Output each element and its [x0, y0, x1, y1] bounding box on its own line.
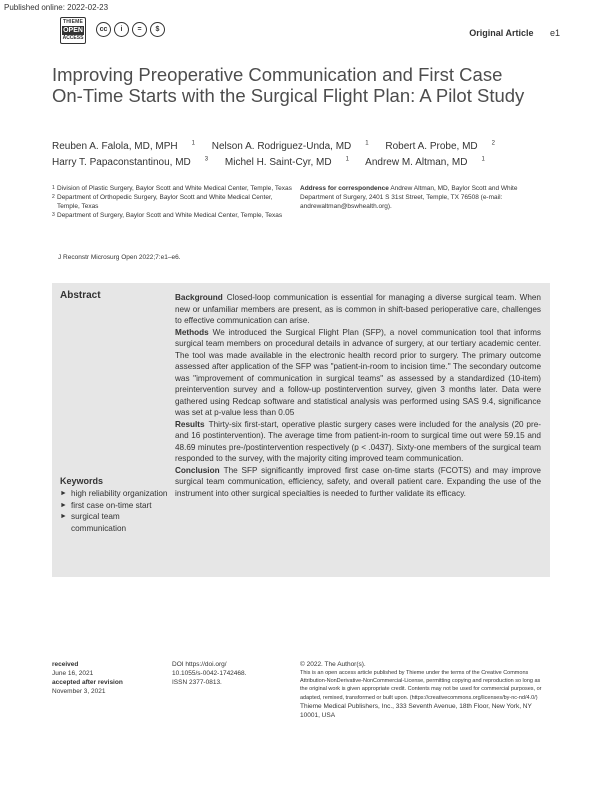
abstract-background-section [175, 292, 541, 327]
affiliation-text: Department of Orthopedic Surgery, Baylor Scott and White Medical Center, Temple, Texas [57, 194, 273, 210]
author [365, 157, 485, 168]
non-commercial-icon: $ [150, 22, 165, 37]
affiliation-item [52, 193, 292, 211]
correspondence-address [300, 184, 545, 211]
correspondence-label: Address for correspondence [300, 185, 389, 192]
journal-citation: J Reconstr Microsurg Open 2022;7:e1–e6. [58, 254, 181, 261]
affiliations [52, 184, 292, 220]
license-info [300, 660, 545, 720]
abstract-conclusion-section [175, 465, 541, 500]
affiliation-item [52, 211, 292, 220]
author-name: Andrew M. Altman, MD [365, 157, 468, 169]
affiliation-sup: 1 [52, 185, 55, 191]
issn: ISSN 2377-0813. [172, 679, 222, 686]
doi-number: 10.1055/s-0042-1742468. [172, 670, 247, 677]
author-affiliation-sup: 1 [365, 141, 369, 147]
author-name: Harry T. Papaconstantinou, MD [52, 157, 191, 169]
section-text: Closed-loop communication is essential for managing a diverse surgical team. When new or unfamiliar members are present, as is common in shift-based perioperative care, challenges to effective communication can arise. [175, 293, 541, 325]
section-label: Original Article [469, 28, 534, 38]
article-identifiers [172, 660, 292, 687]
section-head: Background [175, 293, 223, 302]
attribution-icon: i [114, 22, 129, 37]
keyword-text: surgical team communication [71, 512, 127, 533]
keyword-text: high reliability organization [71, 489, 168, 498]
arrow-right-icon: ► [60, 490, 67, 497]
keyword-item [60, 500, 170, 512]
author [52, 157, 208, 168]
author-name: Reuben A. Falola, MD, MPH [52, 141, 178, 153]
author [212, 141, 369, 152]
author-line-1 [52, 141, 509, 152]
abstract-results-section [175, 419, 541, 465]
affiliation-text: Department of Surgery, Baylor Scott and White Medical Center, Temple, Texas [57, 212, 283, 219]
section-head: Conclusion [175, 465, 220, 475]
logo-open-text: OPEN [63, 27, 83, 34]
arrow-right-icon: ► [60, 513, 67, 520]
author-affiliation-sup: 2 [491, 141, 495, 147]
keyword-item [60, 488, 170, 500]
publisher-address: Thieme Medical Publishers, Inc., 333 Seventh Avenue, 18th Floor, New York, NY 10001, USA [300, 702, 532, 719]
keyword-item [60, 511, 170, 534]
doi-line: DOI https://doi.org/ [172, 661, 227, 668]
section-text: The SFP significantly improved first case on-time starts (FCOTS) and may improve surgical team communication, efficiency, safety, and overall patient care. Expanding the use of the instrument into other surgical specialties is needed to further validate its efficacy. [175, 465, 541, 498]
keyword-text: first case on-time start [71, 500, 152, 510]
article-dates [52, 660, 162, 696]
author-affiliation-sup: 1 [345, 157, 349, 163]
page-number: e1 [549, 28, 560, 38]
received-label: received [52, 661, 79, 668]
author-affiliation-sup: 1 [191, 141, 195, 147]
published-online-date: Published online: 2022-02-23 [4, 3, 109, 12]
author-name: Robert A. Probe, MD [385, 141, 478, 153]
author-name: Nelson A. Rodriguez-Unda, MD [211, 141, 352, 153]
keywords-title: Keywords [60, 476, 104, 486]
running-header [469, 28, 560, 38]
license-text: This is an open access article published by Thieme under the terms of the Creative Commons Attribution-NonDerivative-NonCommercial-License, permitting copying and reproduction so long as the original work is given appropriate credit. Contents may not be used for commercial purposes, or adapted, remixed, transformed or built upon. (https://creativecommons.org/licenses/by-nc-nd/4.0/) [300, 670, 542, 701]
article-title: Improving Preoperative Communication and First Case On-Time Starts with the Surgical Flight Plan: A Pilot Study [52, 64, 525, 106]
keywords [60, 476, 170, 534]
thieme-open-access-logo [60, 17, 86, 44]
affiliation-sup: 3 [52, 212, 55, 218]
author-line-2 [52, 157, 499, 168]
creative-commons-icons [96, 22, 165, 37]
author [52, 141, 195, 152]
abstract-label: Abstract [60, 290, 101, 301]
logo-theme-text: THIEME [62, 19, 84, 25]
author-affiliation-sup: 1 [481, 157, 485, 163]
section-text: We introduced the Surgical Flight Plan (SFP), a novel communication tool that informs surgical team members on procedural details in advance of surgery, at our tertiary academic center. The tool was made available in the electronic health record prior to surgery. The primary outcome assessed after application of the SFP was "patient-in-room to incision time." The secondary outcome was "improvement of communication in surgical teams" as assessed by a standardized (10-item) preintervention survey and a follow-up postintervention survey, given 3 months later. Data were gathered using Redcap software and statistical analysis was performed using SAS 9.4, significance was set at p-value less than 0.05 [175, 327, 541, 417]
author [385, 141, 495, 152]
logo-access-text: ACCESS [62, 35, 84, 41]
correspondence-text: Andrew Altman, MD, Baylor Scott and White Department of Surgery, 2401 S 31st Street, Temple, TX 76508 (e-mail: andrewaltman@bswhealth.org). [300, 185, 518, 210]
copyright: © 2022. The Author(s). [300, 661, 366, 668]
affiliation-item [52, 184, 292, 193]
received-date: June 16, 2021 [52, 670, 94, 677]
section-head: Methods [175, 327, 209, 337]
no-derivatives-icon: = [132, 22, 147, 37]
section-text: Thirty-six first-start, operative plastic surgery cases were included for the analysis (20 pre- and 16 postintervention). The average time from patient-in-room to surgical time out were 59.15 and 48.69 minutes pre-/postintervention respectively (p < .0437). Sixty-one members of the surgical team responded to the survey, with the majority citing improved team communication. [175, 419, 541, 463]
abstract-body [175, 292, 541, 499]
affiliation-sup: 2 [52, 194, 55, 200]
cc-icon: cc [96, 22, 111, 37]
author-affiliation-sup: 3 [204, 157, 209, 163]
author-name: Michel H. Saint-Cyr, MD [224, 157, 332, 169]
accepted-label: accepted after revision [52, 679, 123, 686]
abstract-methods-section [175, 327, 541, 419]
accepted-date: November 3, 2021 [52, 688, 106, 695]
affiliation-text: Division of Plastic Surgery, Baylor Scott and White Medical Center, Temple, Texas [57, 185, 292, 192]
section-head: Results [175, 419, 205, 429]
arrow-right-icon: ► [60, 501, 67, 509]
author [225, 157, 349, 168]
